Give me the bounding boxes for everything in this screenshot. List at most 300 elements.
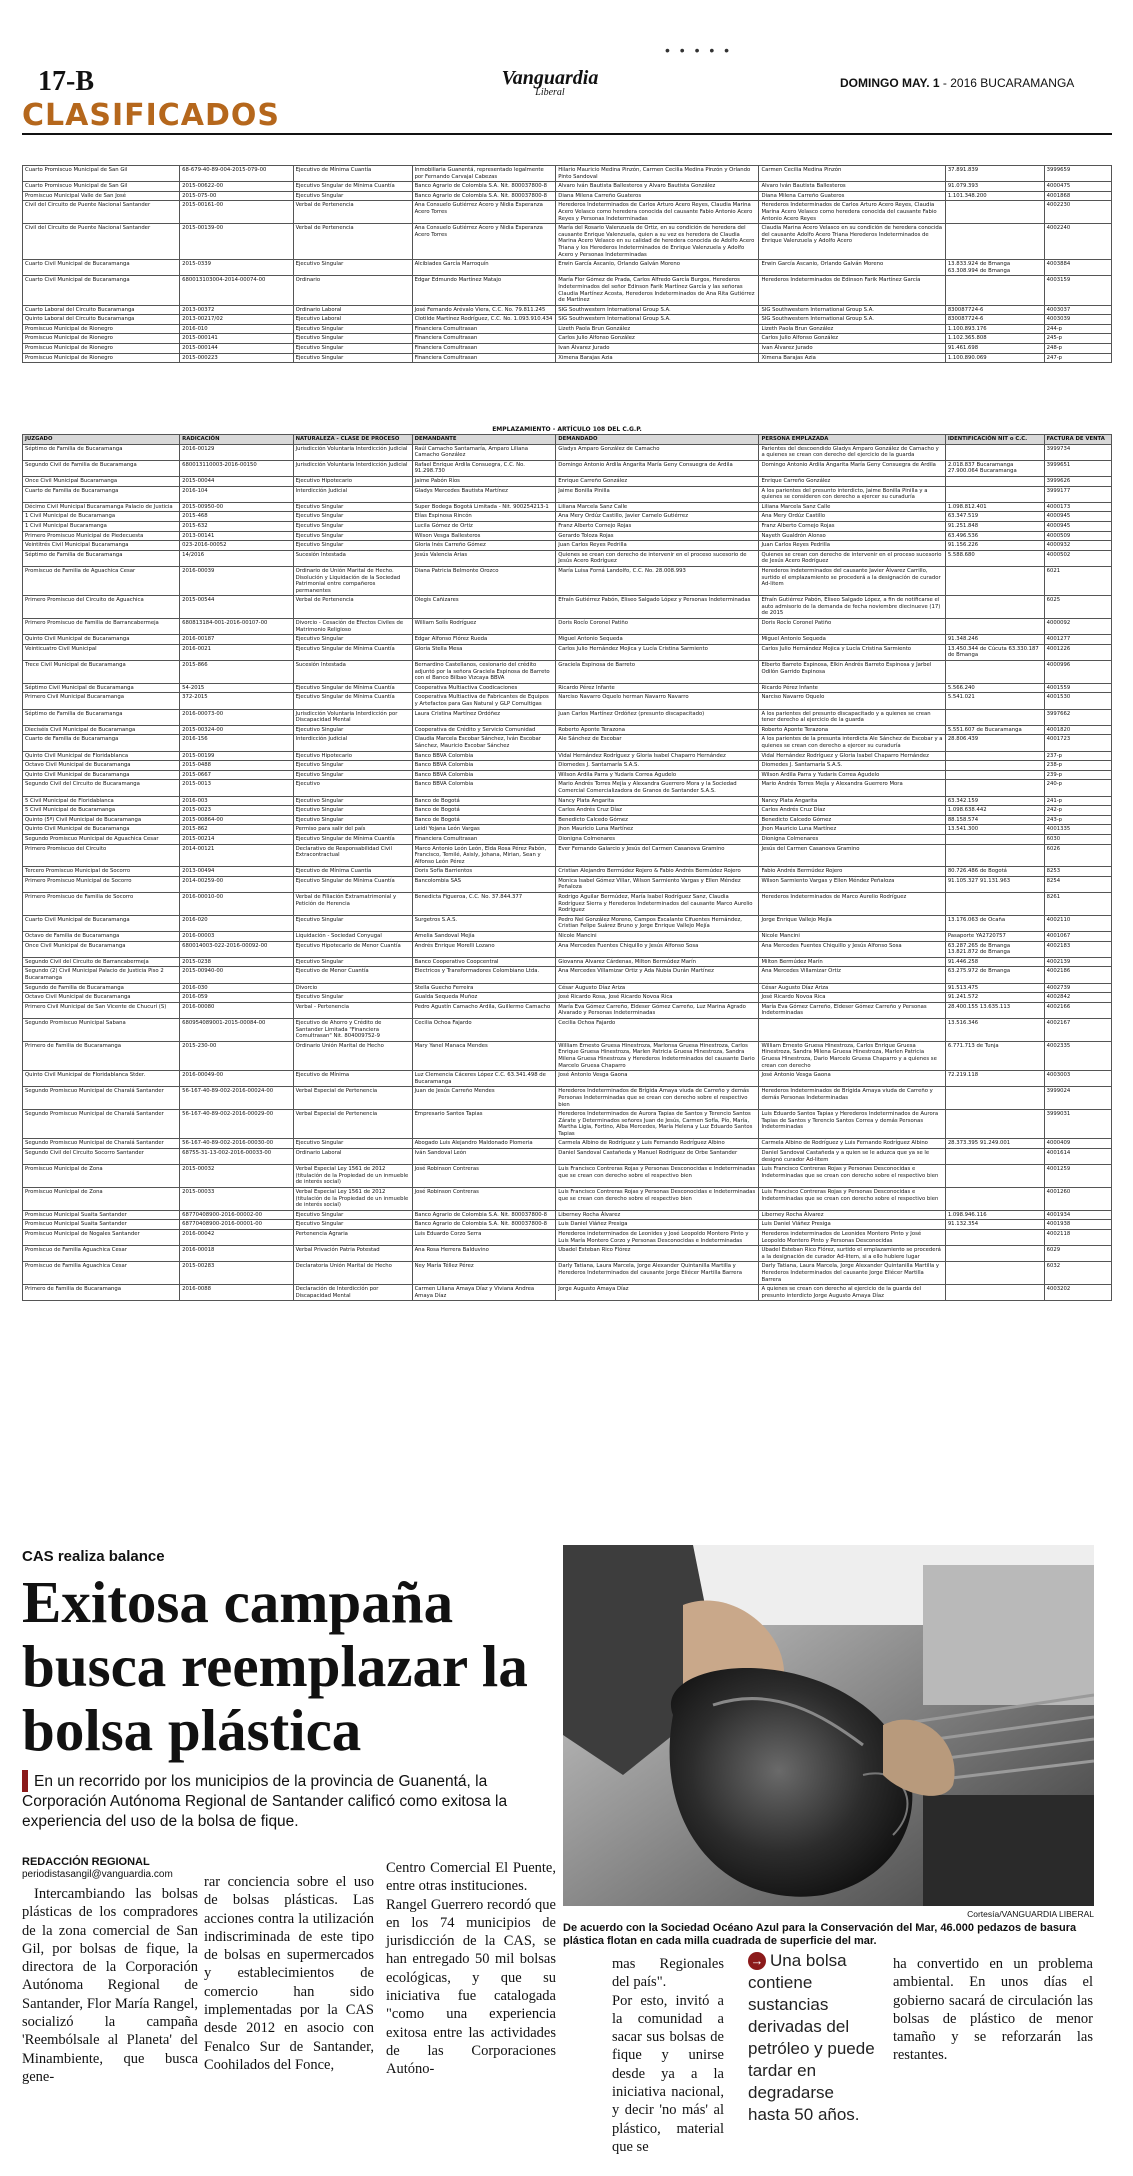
table-cell: Ejecutivo de Mínima [293, 1071, 412, 1087]
table-cell: 3999651 [1044, 460, 1111, 476]
table-cell: 245-p [1044, 334, 1111, 344]
table-row [23, 683, 1112, 693]
table-cell: 2015-00032 [180, 1165, 293, 1188]
table-cell: Primero Promiscuo del Circuito [23, 844, 180, 867]
table-cell: Diana Milena Carreño Guateros [556, 191, 759, 201]
column-header: FACTURA DE VENTA [1044, 435, 1111, 445]
table-cell: Rodrigo Aguilar Bermúdez, María Isabel Rodríguez Sanz, Claudia Rodríguez Sierra y Herederos Indeterminados del causante Marco Aurelio Rodríguez [556, 893, 759, 916]
table-cell: 2014-00121 [180, 844, 293, 867]
table-row [23, 941, 1112, 957]
table-cell: Ejecutivo Hipotecario [293, 751, 412, 761]
table-cell [945, 1188, 1044, 1211]
table-cell: Franz Alberto Cornejo Rojas [556, 521, 759, 531]
table-row [23, 644, 1112, 660]
arrow-right-icon: → [748, 1952, 766, 1970]
column-header: IDENTIFICACIÓN NIT o C.C. [945, 435, 1044, 445]
table-cell: 4001530 [1044, 693, 1111, 709]
table-cell: Ximena Barajas Azia [556, 353, 759, 363]
table-row [23, 735, 1112, 751]
table-cell: 2015-468 [180, 512, 293, 522]
table-cell: 4002739 [1044, 983, 1111, 993]
table-cell: Séptimo de Familia de Bucaramanga [23, 709, 180, 725]
article-column-4 [612, 1955, 724, 2156]
table-row [23, 486, 1112, 502]
table-cell: Verbal de Filiación Extramatrimonial y Petición de Herencia [293, 893, 412, 916]
table-cell: Banco Cooperativo Coopcentral [412, 957, 556, 967]
table-cell: Ejecutivo Hipotecario [293, 476, 412, 486]
column-6-text: ha convertido en un problema ambiental. En unos días el gobierno sacará de circulación las bolsas de plástico de menor tamaño y se reforzarán las restantes. [893, 1956, 1093, 2064]
table-cell: Bernardino Castellanos, cesionario del crédito adjuntó por la señora Graciela Espinosa de Barreto con el Banco Bilbao Vizcaya BBVA [412, 661, 556, 684]
table-cell [945, 1285, 1044, 1301]
table-cell: Permiso para salir del país [293, 825, 412, 835]
article-column-3 [386, 1859, 556, 2079]
table-row [23, 893, 1112, 916]
table-row [23, 983, 1112, 993]
table-cell: 4000475 [1044, 182, 1111, 192]
table-cell: Segundo Civil de Familia de Bucaramanga [23, 460, 180, 476]
table-row [23, 957, 1112, 967]
table-cell: Ejecutivo de Mínima Cuantía [293, 867, 412, 877]
table-cell: Raúl Camacho Santamaría, Amparo Liliana Camacho González [412, 444, 556, 460]
table-cell: Trece Civil Municipal de Bucaramanga [23, 661, 180, 684]
table-cell: Ejecutivo Singular [293, 725, 412, 735]
table-cell: 4000996 [1044, 661, 1111, 684]
photo-caption: De acuerdo con la Sociedad Océano Azul para la Conservación del Mar, 46.000 pedazos de basura plástica flotan en cada milla cuadrada de superficie del mar. [563, 1922, 1077, 1947]
table-cell: 63.347.519 [945, 512, 1044, 522]
table-cell: 91.461.698 [945, 344, 1044, 354]
table-cell: 2013-00141 [180, 531, 293, 541]
table-cell: Liberney Rocha Álvarez [556, 1210, 759, 1220]
table-cell: Octavo de Familia de Bucaramanga [23, 932, 180, 942]
table-cell: 4000945 [1044, 521, 1111, 531]
table-cell: 13.541.300 [945, 825, 1044, 835]
table-row [23, 276, 1112, 305]
table-cell: Pedro Agustín Camacho Ardila, Guillermo Camacho [412, 1002, 556, 1018]
table-cell: 91.105.327 91.131.963 [945, 876, 1044, 892]
table-cell: Doris Rocío Coronel Patiño [759, 619, 945, 635]
table-cell: Nicole Mancini [759, 932, 945, 942]
table-cell: Super Bodega Bogotá Limitada - Nit. 900254213-1 [412, 502, 556, 512]
table-cell: Banco Agrario de Colombia S.A. Nit. 800037800-8 [412, 191, 556, 201]
table-cell: Luis Francisco Contreras Rojas y Personas Desconocidas e Indeterminadas que se crean con derecho sobre el respectivo bien [556, 1165, 759, 1188]
table-cell: Verbal Especial Ley 1561 de 2012 (titulación de la Propiedad de un inmueble de interés social) [293, 1188, 412, 1211]
table-cell: Declaración de Interdicción por Discapacidad Mental [293, 1285, 412, 1301]
table-cell: Octavo Civil Municipal de Bucaramanga [23, 761, 180, 771]
table-cell: 4001260 [1044, 1188, 1111, 1211]
table-cell: 91.348.246 [945, 635, 1044, 645]
table-cell: 5.566.240 [945, 683, 1044, 693]
table-cell: Ejecutivo Singular [293, 635, 412, 645]
table-row [23, 815, 1112, 825]
table-cell: 4003159 [1044, 276, 1111, 305]
table-cell: Domingo Antonio Ardila Angarita María Geny Consuegra de Ardila [556, 460, 759, 476]
table-cell: Banco de Bogotá [412, 796, 556, 806]
table-cell [945, 596, 1044, 619]
lead-marker-icon [22, 1770, 28, 1792]
table-row [23, 635, 1112, 645]
table-cell: Efraín Gutiérrez Pabón, Eliseo Salgado López, a fin de notificarse el auto admisorio de la demanda de fecha noviembre diecinueve (17) de 2015 [759, 596, 945, 619]
table-cell: Segundo Civil del Circuito de Bucaramanga [23, 780, 180, 796]
table-cell: A quienes se crean con derecho al ejercicio de la guarda del presunto interdicto Jorge Augusto Amaya Díaz [759, 1285, 945, 1301]
table-cell: 63.287.265 de Bmanga 13.821.872 de Bmanga [945, 941, 1044, 957]
table-cell: Laura Cristina Martínez Ordóñez [412, 709, 556, 725]
table-cell: Segundo Promiscuo Municipal de Charalá Santander [23, 1139, 180, 1149]
table-row [23, 1139, 1112, 1149]
section-title: CLASIFICADOS [22, 98, 281, 133]
table-cell: Quinto Civil Municipal de Floridablanca [23, 751, 180, 761]
table-cell: Miguel Antonio Sequeda [556, 635, 759, 645]
table-cell: Empresario Santos Tapias [412, 1110, 556, 1139]
article-headline: Exitosa campaña busca reemplazar la bolsa plástica [22, 1569, 528, 1763]
table-cell: Monica Isabel Gómez Villar, Wilson Sarmiento Vargas y Ellen Méndez Peñaloza [556, 876, 759, 892]
table-cell: 91.156.226 [945, 541, 1044, 551]
table-cell [945, 893, 1044, 916]
column-3-text-a: Centro Comercial El Puente, entre otras instituciones. [386, 1860, 556, 1895]
table-cell: 72.219.118 [945, 1071, 1044, 1087]
table-cell: 68770408900-2016-00002-00 [180, 1210, 293, 1220]
table-cell: Séptimo de Familia de Bucaramanga [23, 550, 180, 566]
table-cell: Andrés Enrique Morelli Lozano [412, 941, 556, 957]
table-cell: 4001259 [1044, 1165, 1111, 1188]
table-cell: Gloria Stella Mesa [412, 644, 556, 660]
table-cell: Ivan Álvarez Jurado [759, 344, 945, 354]
table-cell: 1.098.638.442 [945, 806, 1044, 816]
table-cell: 2015-230-00 [180, 1041, 293, 1070]
table-cell: Banco de Bogotá [412, 815, 556, 825]
table-cell: William Ernesto Gruesa Hinestroza, Marlonsa Gruesa Hinestroza, Carlos Enrique Gruesa Hinestroza, Marlen Patricia Gruesa Hinestroza, Sandra Milena Gruesa Hinestroza y Herederos Indeterminados del causante Dario Marcelo Gruesa Chaparro [556, 1041, 759, 1070]
table-cell: 2015-00940-00 [180, 967, 293, 983]
table-row [23, 324, 1112, 334]
table-cell: Quinto Laboral del Circuito Bucaramanga [23, 315, 180, 325]
table-cell: Ejecutivo Singular [293, 541, 412, 551]
table-cell: Promiscuo Municipal de Nogales Santander [23, 1230, 180, 1246]
table-cell: Nayeth Gualdrón Alonso [759, 531, 945, 541]
table-cell: Ejecutivo Singular [293, 1139, 412, 1149]
table-cell: 240-p [1044, 780, 1111, 796]
table-cell: William Solís Rodríguez [412, 619, 556, 635]
table-cell: 6021 [1044, 566, 1111, 595]
table-cell [945, 1087, 1044, 1110]
table-cell: Liquidación - Sociedad Conyugal [293, 932, 412, 942]
table-cell: 56-167-40-89-002-2016-00029-00 [180, 1110, 293, 1139]
table-cell: Herederos indeterminados de Leonides Montero Pinto y José Leopoldo Montero Pinto y Personas Desconocidas [759, 1230, 945, 1246]
table-cell: Financiera Comultrasan [412, 344, 556, 354]
table-row [23, 1149, 1112, 1165]
table-cell: Ana Mery Ordúz Castillo, Javier Camelo Gutiérrez [556, 512, 759, 522]
table-cell: Banco BBVA Colombia [412, 761, 556, 771]
table-cell: Benedicto Calcedo Gómez [759, 815, 945, 825]
table-cell: Efraín Gutiérrez Pabón, Eliseo Salgado López y Personas Indeterminadas [556, 596, 759, 619]
table-cell: Once Civil Municipal de Bucaramanga [23, 941, 180, 957]
table-cell: Jurisdicción Voluntaria Interdicción Judicial [293, 444, 412, 460]
table-cell: Enrique Carreño González [759, 476, 945, 486]
table-cell: Herederos Indeterminados de Brígida Amaya viuda de Carreño y demás Personas Indeterminadas [759, 1087, 945, 1110]
table-cell: Ejecutivo Singular de Mínima Cuantía [293, 683, 412, 693]
table-cell: Ejecutivo Singular de Mínima Cuantía [293, 834, 412, 844]
table-cell: Ever Fernando Galarcio y Jesús del Carmen Casanova Gramino [556, 844, 759, 867]
table-cell: 91.251.848 [945, 521, 1044, 531]
table-cell: Herederos Indeterminados de Aurora Tapias de Santos y Terencio Santos Zárate y Determinados señores Juan de Jesús, Carmen Sofía, Pío, María, Martha Ligia, Fortino, Alba Mercedes, María Helena y Luz Eduardo Santos Tapias [556, 1110, 759, 1139]
table-cell: 2015-00199 [180, 751, 293, 761]
table-cell: 2016-00003 [180, 932, 293, 942]
table-cell: 237-p [1044, 751, 1111, 761]
pull-quote [748, 1950, 878, 2126]
table-cell: Financiera Comultrasan [412, 324, 556, 334]
table-cell: Leidi Yojana León Vargas [412, 825, 556, 835]
table-cell: Alvaro Iván Bautista Ballesteros [759, 182, 945, 192]
table-cell: Ana Consuelo Gutiérrez Acero y Nidia Esperanza Acero Torres [412, 201, 556, 224]
pull-quote-text: Una bolsa contiene sustancias derivadas del petróleo y puede tardar en degradarse hasta 50 años. [748, 1951, 875, 2124]
table-cell: Darly Tatiana, Laura Marcela, Jorge Alexander Quintanilla Martilla y Herederos Indeterminados del causante Jorge Eliécer Martilla Barrera [759, 1262, 945, 1285]
table-cell: Luis Daniel Viáñez Presiga [556, 1220, 759, 1230]
table-cell: Banco Agrario de Colombia S.A. Nit. 800037800-8 [412, 1210, 556, 1220]
table-cell: Amelia Sandoval Mejía [412, 932, 556, 942]
table-cell: Banco BBVA Colombia [412, 780, 556, 796]
table-row [23, 806, 1112, 816]
table-cell: 91.513.475 [945, 983, 1044, 993]
table-cell [945, 770, 1044, 780]
table-cell: Ubadel Esteban Rico Flórez [556, 1246, 759, 1262]
table-cell: Ejecutivo Singular [293, 531, 412, 541]
table-row [23, 541, 1112, 551]
table-cell: 4000173 [1044, 502, 1111, 512]
table-cell: 28.373.395 91.249.001 [945, 1139, 1044, 1149]
table-cell: 13.516.346 [945, 1018, 1044, 1041]
table-cell: 2015-0023 [180, 806, 293, 816]
table-cell: Segundo (2) Civil Municipal Palacio de Justicia Piso 2 Bucaramanga [23, 967, 180, 983]
table-cell: José Ricardo Novoa Rica [759, 993, 945, 1003]
column-header: RADICACIÓN [180, 435, 293, 445]
table-cell: Liberney Rocha Álvarez [759, 1210, 945, 1220]
table-cell: Divorcio - Cesación de Efectos Civiles de Matrimonio Religioso [293, 619, 412, 635]
table-cell: 63.275.972 de Bmanga [945, 967, 1044, 983]
table-cell: Jaime Bonilla Pinilla [556, 486, 759, 502]
table-cell: Ejecutivo Singular [293, 1210, 412, 1220]
table-row [23, 693, 1112, 709]
table-cell: Mary Yanel Manaca Mendes [412, 1041, 556, 1070]
table-cell: 6025 [1044, 596, 1111, 619]
table-cell: Luis Eduardo Santos Tapias y Herederos Indeterminados de Aurora Tapias de Santos y Terencio Santos Correa y demás Personas Indeterminadas [759, 1110, 945, 1139]
table-cell: Quinto Civil Municipal de Bucaramanga [23, 770, 180, 780]
table-cell: María del Rosario Valenzuela de Ortiz, en su condición de heredera del causante Enrique Valenzuela, quien a su vez es heredera de Claudia Marina Acero Velasco en su calidad de heredera conocida de Adolfo Acero Triana y los Herederos Indeterminados de Enrique Valenzuela y Adolfo Acero y Personas Indeterminadas [556, 224, 759, 260]
table-row [23, 993, 1112, 1003]
table-row [23, 476, 1112, 486]
article-lead [22, 1770, 552, 1832]
table-cell: 4001820 [1044, 725, 1111, 735]
table-cell: Sucesión Intestada [293, 550, 412, 566]
table-cell: 2016-00187 [180, 635, 293, 645]
table-row [23, 1071, 1112, 1087]
table-cell: 4002118 [1044, 1230, 1111, 1246]
table-cell: Primero Civil Municipal de San Vicente de Chucurí (S) [23, 1002, 180, 1018]
table-cell: 5.541.021 [945, 693, 1044, 709]
table-cell: Cooperativa Multiactiva de Fabricantes de Equipos y Artefactos para Gas Natural y GLP Comultigas [412, 693, 556, 709]
table-cell: Cuarto Civil Municipal de Bucaramanga [23, 276, 180, 305]
table-cell: Ana Mery Ordúz Castillo [759, 512, 945, 522]
table-cell: Luz Clemencia Cáceres López C.C. 63.341.498 de Bucaramanga [412, 1071, 556, 1087]
table-cell: Segundo Promiscuo Municipal Sabana [23, 1018, 180, 1041]
table-row [23, 751, 1112, 761]
table-cell [945, 844, 1044, 867]
table-cell: Ximena Barajas Azia [759, 353, 945, 363]
table-cell: Parientes del descoendido Gladys Amparo González de Camacho y a quienes se crean con derecho del ejercicio de la guarda [759, 444, 945, 460]
table-row [23, 550, 1112, 566]
table-2-header-row [23, 435, 1112, 445]
table-cell: Nancy Plata Angarita [556, 796, 759, 806]
table-cell: Carmela Albino de Rodríguez y Luis Fernando Rodríguez Albino [556, 1139, 759, 1149]
table-cell: Séptimo de Familia de Bucaramanga [23, 444, 180, 460]
dateline [840, 76, 1074, 90]
table-cell: 2016-00049-00 [180, 1071, 293, 1087]
table-cell: Carmen Cecilia Medina Pinzón [759, 166, 945, 182]
table-cell: 4002167 [1044, 1018, 1111, 1041]
table-cell: 91.241.572 [945, 993, 1044, 1003]
table-cell: 6032 [1044, 1262, 1111, 1285]
table-cell: Electricos y Transformadores Colombiano Ltda. [412, 967, 556, 983]
table-cell: 2015-00324-00 [180, 725, 293, 735]
table-cell: Promiscuo Municipal de Rionegro [23, 334, 180, 344]
table-cell: A los parientes del presunto discapacitado y a quienes se crean tener derecho al ejercicio de la guarda [759, 709, 945, 725]
table-cell: Gualda Sequeda Muñoz [412, 993, 556, 1003]
table-cell: 4000932 [1044, 541, 1111, 551]
table-cell: 68755-31-13-002-2016-00033-00 [180, 1149, 293, 1165]
table-cell: Pasaporte YA2720757 [945, 932, 1044, 942]
table-cell: 4003003 [1044, 1071, 1111, 1087]
table-cell: 63.342.159 [945, 796, 1044, 806]
table-cell: 6029 [1044, 1246, 1111, 1262]
table-cell: SIG Southwestern International Group S.A. [556, 315, 759, 325]
table-cell: 2016-059 [180, 993, 293, 1003]
table-cell [945, 619, 1044, 635]
table-cell: Segundo Civil del Circuito de Barrancabermeja [23, 957, 180, 967]
table-cell: 91.132.354 [945, 1220, 1044, 1230]
table-row [23, 334, 1112, 344]
dateline-day: DOMINGO MAY. 1 [840, 76, 940, 90]
table-cell: Ordinario de Unión Marital de Hecho. Disolución y Liquidación de la Sociedad Patrimonial entre compañeros permanentes [293, 566, 412, 595]
table-cell: Verbal Especial Ley 1561 de 2012 (titulación de la Propiedad de un inmueble de interés social) [293, 1165, 412, 1188]
table-cell: 68-679-40-89-004-2015-079-00 [180, 166, 293, 182]
table-cell: 56-167-40-89-002-2016-00024-00 [180, 1087, 293, 1110]
table-row [23, 1262, 1112, 1285]
table-cell: Ana Rosa Herrera Balduvino [412, 1246, 556, 1262]
column-3-text-b: Rangel Guerrero recordó que en los 74 municipios de jurisdicción de la CAS, se han entregado 50 mil bolsas ecológicas, y que su iniciativa fue catalogada "como una experiencia exitosa entre las actividades de las Corporaciones Autóno- [386, 1896, 556, 2078]
table-cell: 63.496.536 [945, 531, 1044, 541]
table-cell: 4001938 [1044, 1220, 1111, 1230]
table-cell: 4001559 [1044, 683, 1111, 693]
table-cell: 2015-000141 [180, 334, 293, 344]
table-cell [945, 1230, 1044, 1246]
table-cell: Cuarto Civil Municipal de Bucaramanga [23, 915, 180, 931]
table-cell: Banco Agrario de Colombia S.A. Nit. 800037800-8 [412, 1220, 556, 1230]
table-cell: Promiscuo Municipal Suaita Santander [23, 1220, 180, 1230]
table-cell: Dionigna Colmenares [556, 834, 759, 844]
table-cell: 8261 [1044, 893, 1111, 916]
table-cell: Rafael Enrique Ardila Consuegra, C.C. No. 91.298.730 [412, 460, 556, 476]
table-cell: 4001723 [1044, 735, 1111, 751]
table-cell: Cooperativa de Crédito y Servicio Comunidad [412, 725, 556, 735]
table-cell: 680014003-022-2016-00092-00 [180, 941, 293, 957]
table-cell: 4000092 [1044, 619, 1111, 635]
table-cell: Ejecutivo Singular [293, 993, 412, 1003]
table-cell: 2015-000144 [180, 344, 293, 354]
table-cell: Décimo Civil Municipal Bucaramanga Palacio de Justicia [23, 502, 180, 512]
table-cell: Ejecutivo Singular [293, 957, 412, 967]
table-cell: Vidal Hernández Rodríguez y Gloria Isabel Chaparro Hernández [759, 751, 945, 761]
table-cell: Ejecutivo Singular de Mínima Cuantía [293, 693, 412, 709]
column-4-text-b: Por esto, invitó a la comunidad a sacar sus bolsas de fique y unirse desde ya a la iniciativa nacional, y decir 'no más' al plástico, material que se [612, 1992, 724, 2155]
table-cell: Ney María Téllez Pérez [412, 1262, 556, 1285]
table-cell: Alcibiades García Marroquín [412, 260, 556, 276]
table-cell: Ejecutivo Singular [293, 334, 412, 344]
page-number: 17-B [38, 66, 94, 97]
table-cell: Séptimo Civil Municipal de Bucaramanga [23, 683, 180, 693]
table-cell: 6026 [1044, 844, 1111, 867]
table-row [23, 1041, 1112, 1070]
table-cell: Liliana Marcela Sanz Calle [759, 502, 945, 512]
table-cell: Mario Andrés Torres Mejía y Alexandra Guerrero Mora y la Sociedad Comercial Comercializadora de Granos de Santander S.A.S. [556, 780, 759, 796]
table-cell: 2015-00161-00 [180, 201, 293, 224]
table-cell: Diomedes J. Santamaría S.A.S. [556, 761, 759, 771]
table-cell: 3997662 [1044, 709, 1111, 725]
table-cell: 1 Civil Municipal de Bucaramanga [23, 512, 180, 522]
table-row [23, 780, 1112, 796]
table-cell: 4003884 [1044, 260, 1111, 276]
table-cell: Pertenencia Agraria [293, 1230, 412, 1246]
table-cell: Quinto (5º) Civil Municipal de Bucaramanga [23, 815, 180, 825]
table-cell: 54-2015 [180, 683, 293, 693]
table-cell: 2.018.837 Bucaramanga 27.900.064 Bucaramanga [945, 460, 1044, 476]
table-cell: 2016-00010-00 [180, 893, 293, 916]
table-cell: Ejecutivo Singular [293, 260, 412, 276]
table-row [23, 1210, 1112, 1220]
table-cell: 248-p [1044, 344, 1111, 354]
table-cell: Wilson Ardila Parra y Yudaris Correa Agudelo [556, 770, 759, 780]
table-cell: William Ernesto Gruesa Hinestroza, Carlos Enrique Gruesa Hinestroza, Sandra Milena Gruesa Hinestroza, Marlen Patricia Gruesa Hinestroza, Dario Marcelo Gruesa Chaparro y a quienes se crean con derecho [759, 1041, 945, 1070]
table-cell: Veintitrés Civil Municipal Bucaramanga [23, 541, 180, 551]
table-cell: Pedro Nel González Moreno, Campos Escalante Cifuentes Hernández, Cristian Felipe Suárez Bruno y Jorge Enrique Vallejo Mejía [556, 915, 759, 931]
table-cell: 4002166 [1044, 1002, 1111, 1018]
table-cell: 5.588.680 [945, 550, 1044, 566]
table-cell [945, 444, 1044, 460]
table-cell: 3999031 [1044, 1110, 1111, 1139]
table-cell: 2016-030 [180, 983, 293, 993]
table-cell: Segundo Promiscuo Municipal de Aguachica Cesar [23, 834, 180, 844]
table-row [23, 444, 1112, 460]
table-cell: Elías Espinosa Rincón [412, 512, 556, 522]
table-cell: Ejecutivo Singular de Mínima Cuantía [293, 644, 412, 660]
table-row [23, 844, 1112, 867]
column-4-text-a: mas Regionales del país". [612, 1956, 724, 1991]
table-cell: 8254 [1044, 876, 1111, 892]
table-cell: 4002110 [1044, 915, 1111, 931]
table-cell: 4002139 [1044, 957, 1111, 967]
table-cell: Alvaro Iván Bautista Ballesteros y Alvaro Bautista González [556, 182, 759, 192]
table-cell: Elberto Barreto Espinosa, Elkin Andrés Barreto Espinosa y Jarbel Odilón Garrido Espinosa [759, 661, 945, 684]
table-row [23, 1110, 1112, 1139]
table-cell: 2015-00033 [180, 1188, 293, 1211]
table-cell: 1.100.890.069 [945, 353, 1044, 363]
table-cell: 2015-0339 [180, 260, 293, 276]
classifieds-table-1 [22, 165, 1112, 363]
table-cell: César Augusto Díaz Ariza [759, 983, 945, 993]
table-cell [945, 1262, 1044, 1285]
article-email: periodistasangil@vanguardia.com [22, 1869, 173, 1880]
table-cell: 830087724-6 [945, 315, 1044, 325]
article-lead-text: En un recorrido por los municipios de la provincia de Guanentá, la Corporación Autónoma Regional de Santander calificó como exitosa la experiencia del uso de la bolsa de fique. [22, 1773, 508, 1830]
table-cell: 1.102.365.808 [945, 334, 1044, 344]
table-row [23, 1230, 1112, 1246]
table-cell: Ana Mercedes Villamizar Ortiz y Ada Nubia Durán Martínez [556, 967, 759, 983]
